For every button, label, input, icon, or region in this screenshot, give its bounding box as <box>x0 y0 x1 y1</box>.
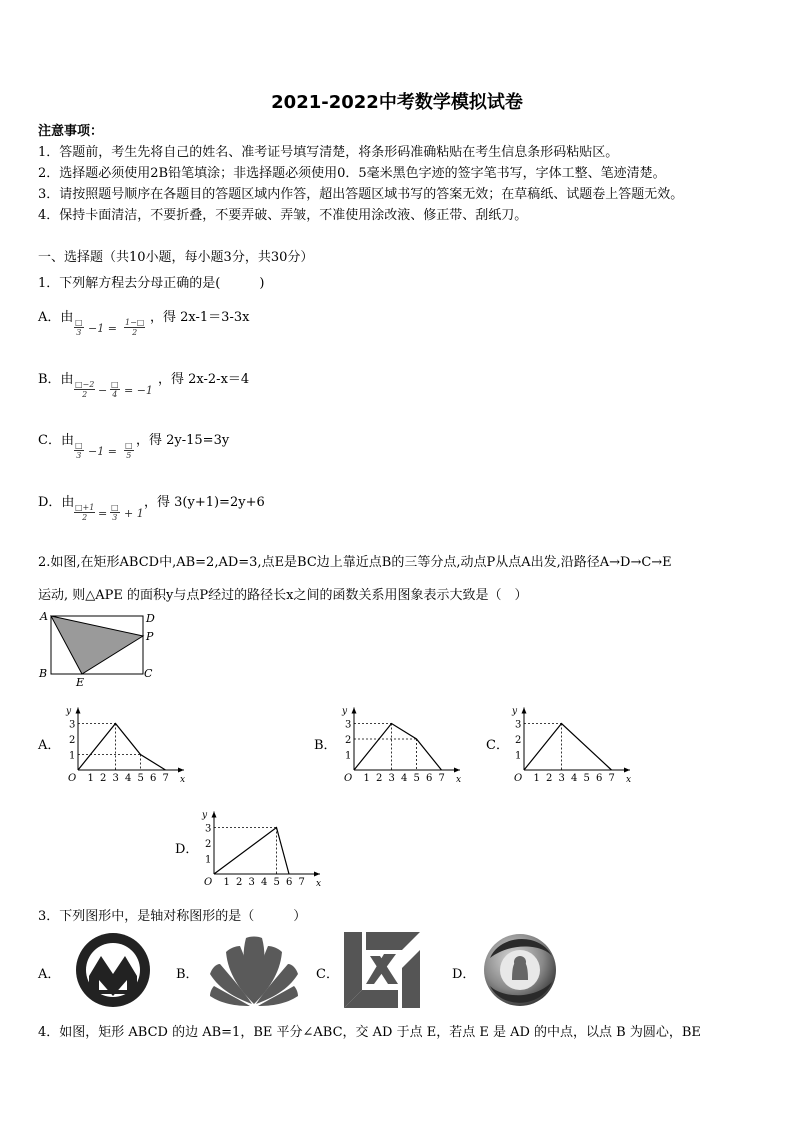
origin-label: O <box>204 877 213 888</box>
y-tick-label: 1 <box>515 750 522 762</box>
q2-option-a-graph <box>62 700 192 784</box>
label-e: E <box>76 676 85 686</box>
q1-b-fraction-2: □ 4 <box>111 380 119 399</box>
x-axis-label: x <box>456 775 462 784</box>
x-tick-label: 1 <box>87 773 94 784</box>
q1-option-a-label: A．由 <box>38 310 74 325</box>
label-d: D <box>146 612 155 625</box>
y-tick-label: 1 <box>345 750 352 762</box>
x-axis-arrow <box>624 768 630 773</box>
q1-a-fraction-1: □ 3 <box>75 318 83 337</box>
q1-c-operator: −1 = <box>88 445 117 458</box>
y-tick-label: 2 <box>69 735 76 746</box>
x-axis-label: x <box>180 775 186 784</box>
origin-label: O <box>68 773 77 784</box>
q3-option-c-label: C． <box>316 967 339 982</box>
qq-browser-logo-icon <box>482 930 558 1008</box>
x-axis-arrow <box>314 872 320 877</box>
q1-option-b-result: ，得 2x-2-x＝4 <box>158 372 250 387</box>
x-tick-label: 3 <box>558 773 565 784</box>
q1-stem: 1．下列解方程去分母正确的是( ) <box>38 276 265 291</box>
x-tick-label: 4 <box>261 877 268 888</box>
label-c: C <box>144 667 153 680</box>
x-tick-label: 5 <box>413 773 420 784</box>
q2-option-a-label: A． <box>38 738 61 753</box>
y-tick-label: 3 <box>205 823 212 835</box>
x-tick-label: 6 <box>286 877 293 888</box>
q1-b-operator: − <box>98 384 108 397</box>
x-tick-label: 4 <box>401 773 408 784</box>
x-tick-label: 3 <box>388 773 395 784</box>
x-tick-label: 6 <box>596 773 603 784</box>
notice-item-4: 4．保持卡面清洁，不要折叠，不要弄破、弄皱，不准使用涂改液、修正带、刮纸刀。 <box>38 208 528 223</box>
y-tick-label: 2 <box>515 735 522 746</box>
q1-b-tail: = −1 <box>124 384 153 397</box>
q2-option-c-graph <box>508 700 638 784</box>
x-tick-label: 2 <box>100 773 107 784</box>
x-tick-label: 7 <box>162 773 169 784</box>
y-axis-arrow <box>352 708 357 714</box>
label-b: B <box>39 667 48 680</box>
x-tick-label: 4 <box>571 773 578 784</box>
q2-option-c-label: C． <box>486 738 509 753</box>
triangle-ape <box>51 616 143 674</box>
q2-stem-line-2: 运动, 则△APE 的面积y与点P经过的路径长x之间的函数关系用图象表示大致是（ ） <box>38 588 528 603</box>
y-tick-label: 1 <box>205 854 212 866</box>
label-p: P <box>146 630 154 643</box>
q1-d-fraction-1: $\frac{□+1}{2}$ <box>75 503 95 522</box>
x-tick-label: 1 <box>363 773 370 784</box>
y-axis-arrow <box>212 812 217 818</box>
x-axis-arrow <box>178 768 184 773</box>
metro-logo-icon <box>72 932 154 1008</box>
x-tick-label: 7 <box>608 773 615 784</box>
function-line <box>78 724 166 771</box>
y-axis-label: y <box>202 810 208 821</box>
function-line <box>214 828 289 875</box>
function-line <box>524 724 612 771</box>
x-tick-label: 1 <box>223 877 230 888</box>
q1-option-b-label: B．由 <box>38 372 74 387</box>
q1-option-d-result: ，得 3(y+1)=2y+6 <box>144 495 265 510</box>
x-tick-label: 2 <box>546 773 553 784</box>
q2-option-d-graph <box>198 804 328 888</box>
y-tick-label: 1 <box>69 750 76 762</box>
x-tick-label: 5 <box>583 773 590 784</box>
q1-option-c-result: ，得 2y-15=3y <box>136 433 230 448</box>
x-tick-label: 5 <box>137 773 144 784</box>
x-tick-label: 6 <box>426 773 433 784</box>
x-tick-label: 2 <box>376 773 383 784</box>
notice-item-3: 3．请按照题号顺序在各题目的答题区域内作答，超出答题区域书写的答案无效；在草稿纸、试题卷上答题无效。 <box>38 187 684 202</box>
q3-option-d-label: D． <box>452 967 476 982</box>
huawei-petal-logo-icon <box>206 932 302 1008</box>
x-tick-label: 3 <box>248 877 255 888</box>
x-tick-label: 5 <box>273 877 280 888</box>
x-axis-arrow <box>454 768 460 773</box>
function-line <box>354 724 442 771</box>
y-tick-label: 2 <box>345 735 352 746</box>
y-tick-label: 3 <box>69 719 76 731</box>
x-tick-label: 7 <box>298 877 305 888</box>
origin-label: O <box>344 773 353 784</box>
y-tick-label: 3 <box>515 719 522 731</box>
q1-a-fraction-2: $\frac{1-□}{2}$ <box>125 318 145 337</box>
y-tick-label: 2 <box>205 839 212 850</box>
y-axis-label: y <box>512 706 518 717</box>
y-axis-arrow <box>76 708 81 714</box>
notice-item-1: 1．答题前，考生先将自己的姓名、准考证号填写清楚，将条形码准确粘贴在考生信息条形码粘贴区。 <box>38 145 619 160</box>
x-axis-label: x <box>626 775 632 784</box>
q1-d-operator: = <box>98 507 108 520</box>
x-tick-label: 7 <box>438 773 445 784</box>
notice-heading: 注意事项： <box>38 124 104 139</box>
q2-option-b-label: B． <box>314 738 337 753</box>
q3-option-a-label: A． <box>38 967 61 982</box>
q4-stem: 4．如图，矩形 ABCD 的边 AB=1，BE 平分∠ABC，交 AD 于点 E，若点 E 是 AD 的中点，以点 B 为圆心，BE <box>38 1025 701 1040</box>
q2-rectangle-figure <box>36 606 166 686</box>
q1-d-fraction-2: □ 3 <box>111 503 119 522</box>
x-tick-label: 4 <box>125 773 132 784</box>
y-axis-arrow <box>522 708 527 714</box>
q1-a-operator: −1 = <box>88 322 117 335</box>
q2-stem-line-1: 2.如图,在矩形ABCD中,AB=2,AD=3,点E是BC边上靠近点B的三等分点,动点P从点A出发,沿路径A→D→C→E <box>38 555 672 570</box>
x-axis-label: x <box>316 879 322 888</box>
q1-b-fraction-1: $\frac{□-2}{2}$ <box>75 380 95 399</box>
y-axis-label: y <box>66 706 72 717</box>
q1-c-fraction-1: □ 3 <box>75 441 83 460</box>
geometric-logo-icon <box>344 932 420 1008</box>
x-tick-label: 1 <box>533 773 540 784</box>
q1-d-tail: + 1 <box>124 507 144 520</box>
q2-option-b-graph <box>338 700 468 784</box>
section-heading: 一、选择题（共10小题，每小题3分，共30分） <box>38 250 314 265</box>
notice-item-2: 2．选择题必须使用2B铅笔填涂；非选择题必须使用0．5毫米黑色字迹的签字笔书写，字体工整、笔迹清楚。 <box>38 166 666 181</box>
q1-option-c-label: C．由 <box>38 433 74 448</box>
q1-option-a-result: ，得 2x-1＝3-3x <box>150 310 250 325</box>
x-tick-label: 6 <box>150 773 157 784</box>
q3-stem: 3．下列图形中，是轴对称图形的是（ ） <box>38 909 307 924</box>
page-title: 2021-2022中考数学模拟试卷 <box>271 92 523 113</box>
y-axis-label: y <box>342 706 348 717</box>
label-a: A <box>40 610 48 623</box>
x-tick-label: 3 <box>112 773 119 784</box>
x-tick-label: 2 <box>236 877 243 888</box>
q1-c-fraction-2: □ 5 <box>125 441 133 460</box>
y-tick-label: 3 <box>345 719 352 731</box>
q3-option-b-label: B． <box>176 967 199 982</box>
origin-label: O <box>514 773 523 784</box>
q1-option-d-label: D．由 <box>38 495 75 510</box>
q2-option-d-label: D． <box>175 842 199 857</box>
